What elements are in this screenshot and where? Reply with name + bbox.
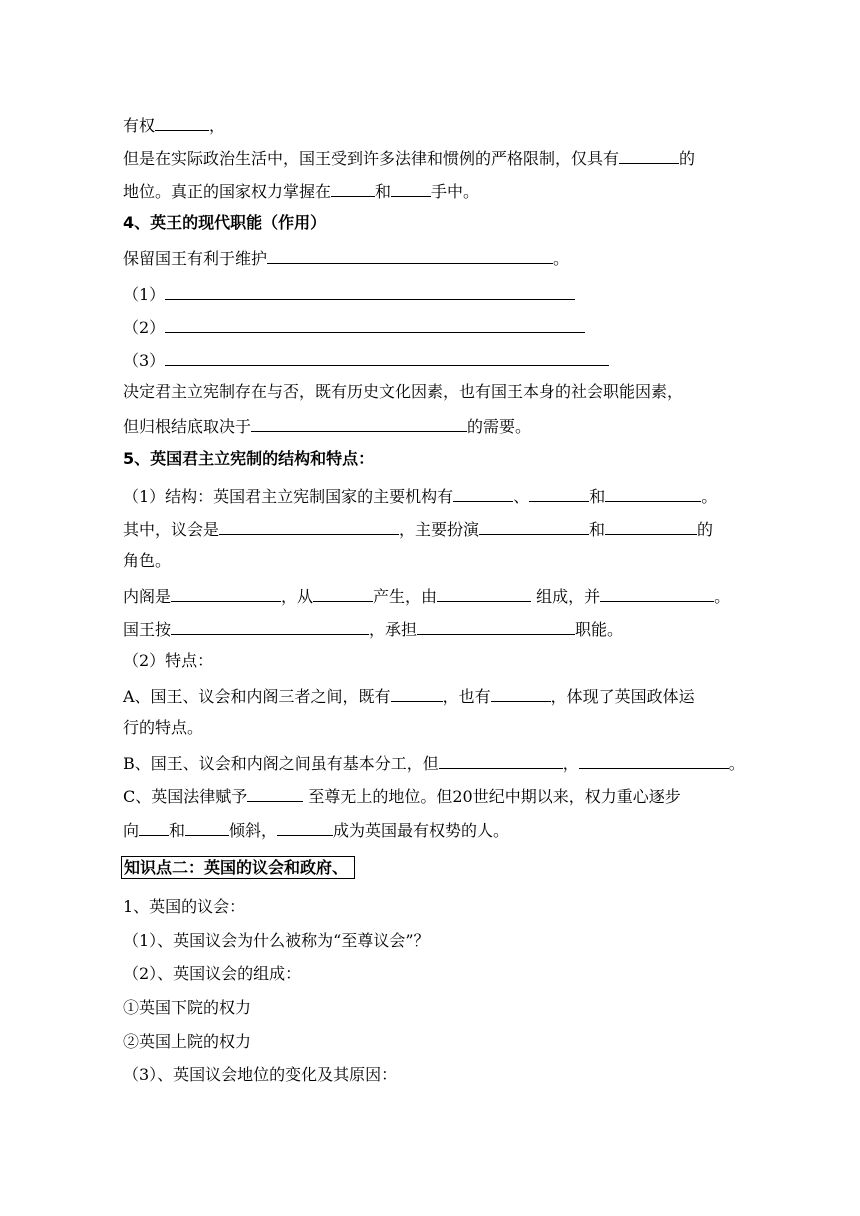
line-feature-a: A、国王、议会和内阁三者之间，既有 ，也有 ，体现了英国政体运 [123, 684, 695, 706]
parliament-heading: 1、英国的议会： [123, 897, 246, 916]
blank[interactable] [529, 484, 589, 502]
line-king-limited: 但是在实际政治生活中，国王受到许多法律和惯例的严格限制，仅具有 的 [123, 146, 695, 168]
line-feature-a-cont: 行的特点。 [123, 718, 204, 737]
blank[interactable] [619, 146, 679, 164]
blank[interactable] [313, 584, 373, 602]
line-structure: （1）结构：英国君主立宪制国家的主要机构有 、 和 。 [123, 484, 717, 506]
blank[interactable] [277, 818, 333, 836]
blank[interactable] [453, 484, 513, 502]
blank[interactable] [219, 517, 399, 535]
lower-house-powers: ①英国下院的权力 [123, 998, 252, 1017]
blank[interactable] [171, 584, 281, 602]
line-parliament-is: 其中，议会是 ，主要扮演 和 的 [123, 517, 713, 539]
blank[interactable] [171, 617, 369, 635]
line-features: （2）特点： [123, 651, 214, 670]
blank[interactable] [605, 517, 697, 535]
section-heading-4: 4、英王的现代职能（作用） [123, 213, 327, 232]
blank[interactable] [600, 584, 714, 602]
blank[interactable] [437, 584, 531, 602]
blank[interactable] [391, 684, 443, 702]
line-determine: 决定君主立宪制存在与否，既有历史文化因素，也有国王本身的社会职能因素， [123, 382, 684, 401]
line-ultimately: 但归根结底取决于 的需要。 [123, 414, 531, 436]
blank[interactable] [165, 282, 575, 300]
line-king-according: 国王按 ，承担 职能。 [123, 617, 623, 639]
blank[interactable] [439, 751, 563, 769]
blank[interactable] [331, 179, 375, 197]
blank[interactable] [491, 684, 551, 702]
line-real-power: 地位。真正的国家权力掌握在 和 手中。 [123, 179, 479, 201]
line-cabinet-is: 内阁是 ，从 产生，由 组成，并 。 [123, 584, 730, 606]
blank[interactable] [165, 315, 585, 333]
blank[interactable] [139, 818, 169, 836]
blank[interactable] [605, 484, 701, 502]
list-item-2: （2） [123, 315, 585, 337]
section-heading-5: 5、英国君主立宪制的结构和特点： [123, 449, 375, 468]
knowledge-point-2-heading: 知识点二：英国的议会和政府、 [121, 857, 355, 879]
blank[interactable] [267, 246, 553, 264]
blank[interactable] [579, 751, 729, 769]
blank[interactable] [155, 113, 209, 131]
blank[interactable] [391, 179, 431, 197]
blank[interactable] [479, 517, 589, 535]
blank[interactable] [185, 818, 229, 836]
line-feature-c: C、英国法律赋予 至尊无上的地位。但20世纪中期以来，权力重心逐步 [123, 784, 681, 806]
question-composition: （2）、英国议会的组成： [123, 964, 302, 983]
list-item-3: （3） [123, 348, 609, 370]
blank[interactable] [247, 784, 303, 802]
line-maintain: 保留国王有利于维护 。 [123, 246, 569, 268]
line-feature-c-cont: 向 和 倾斜， 成为英国最有权势的人。 [123, 818, 509, 840]
blank[interactable] [417, 617, 575, 635]
list-item-1: （1） [123, 282, 575, 304]
line-feature-b: B、国王、议会和内阁之间虽有基本分工，但 ， 。 [123, 751, 745, 773]
blank[interactable] [251, 414, 467, 432]
line-role: 角色。 [123, 551, 172, 570]
question-status-change: （3）、英国议会地位的变化及其原因： [123, 1065, 398, 1084]
line-rights: 有权 ， [123, 113, 225, 135]
question-supreme-parliament: （1）、英国议会为什么被称为“至尊议会”？ [123, 931, 430, 950]
blank[interactable] [165, 348, 609, 366]
upper-house-powers: ②英国上院的权力 [123, 1032, 252, 1051]
